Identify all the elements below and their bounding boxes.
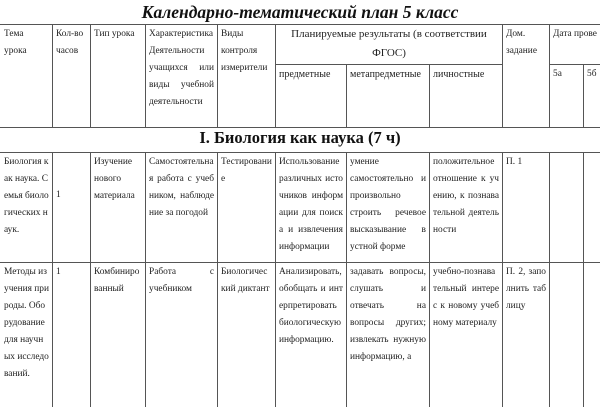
header-topic: Тема урока: [4, 29, 27, 56]
row1-hours: 1: [56, 190, 61, 200]
row1-homework: П. 1: [506, 157, 523, 167]
header-subject: предметные: [279, 69, 331, 80]
page-title: Календарно-тематический план 5 класс: [141, 2, 459, 22]
section-title: I. Биология как наука (7 ч): [199, 128, 401, 147]
header-class-5a: 5а: [553, 69, 562, 79]
row2-activity: Работа с учебником: [149, 267, 214, 294]
header-homework: Дом. задание: [506, 29, 537, 56]
row1-topic: Биология как наука. Семья биологических наук.: [4, 157, 49, 235]
row2-date-5b: [584, 263, 600, 407]
header-date: Дата прове: [553, 29, 597, 39]
row1-subject: Использование различных источников информации для поиска и извлечения информации: [279, 157, 343, 252]
row1-meta: умение самостоятельно и произвольно строить речевое высказывание в устной форме: [350, 157, 426, 252]
row1-lesson-type: Изучение нового материала: [94, 157, 135, 201]
row2-personal: учебно-познавательный интерес к новому учебному материалу: [433, 267, 499, 328]
row2-control: Биологический диктант: [221, 267, 270, 294]
row2-meta: задавать вопросы, слушать и отвечать на вопросы других; извлекать нужную информацию, а: [350, 267, 426, 362]
header-results: Планируемые результаты (в соответствии ФГОС): [291, 28, 487, 59]
row1-date-5b: [584, 153, 600, 261]
row2-lesson-type: Комбинированный: [94, 267, 140, 294]
row2-hours: 1: [56, 267, 61, 277]
header-personal: личностные: [433, 69, 485, 80]
header-hours: Кол-во часов: [56, 29, 84, 56]
row1-activity: Самостоятельная работа с учебником, наблюдение за погодой: [149, 157, 214, 218]
row2-date-5a: [550, 263, 583, 407]
row1-control: Тестирование: [221, 157, 272, 184]
row2-homework: П. 2, заполнить таблицу: [506, 267, 546, 311]
header-class-5b: 5б: [587, 69, 597, 79]
row1-date-5a: [550, 153, 583, 261]
header-control: Виды контроля измерители: [221, 29, 268, 73]
row2-subject: Анализировать, обобщать и интерпретировать биологическую информацию.: [279, 267, 343, 345]
row2-topic: Методы изучения природы. Оборудование для научных исследований.: [4, 267, 49, 379]
header-lesson-type: Тип урока: [94, 29, 135, 39]
header-activity: Характеристика Деятельности учащихся или виды учебной деятельности: [149, 29, 214, 107]
header-meta: метапредметные: [350, 69, 421, 80]
row1-personal: положительное отношение к учению, к познавательной деятельности: [433, 157, 499, 235]
